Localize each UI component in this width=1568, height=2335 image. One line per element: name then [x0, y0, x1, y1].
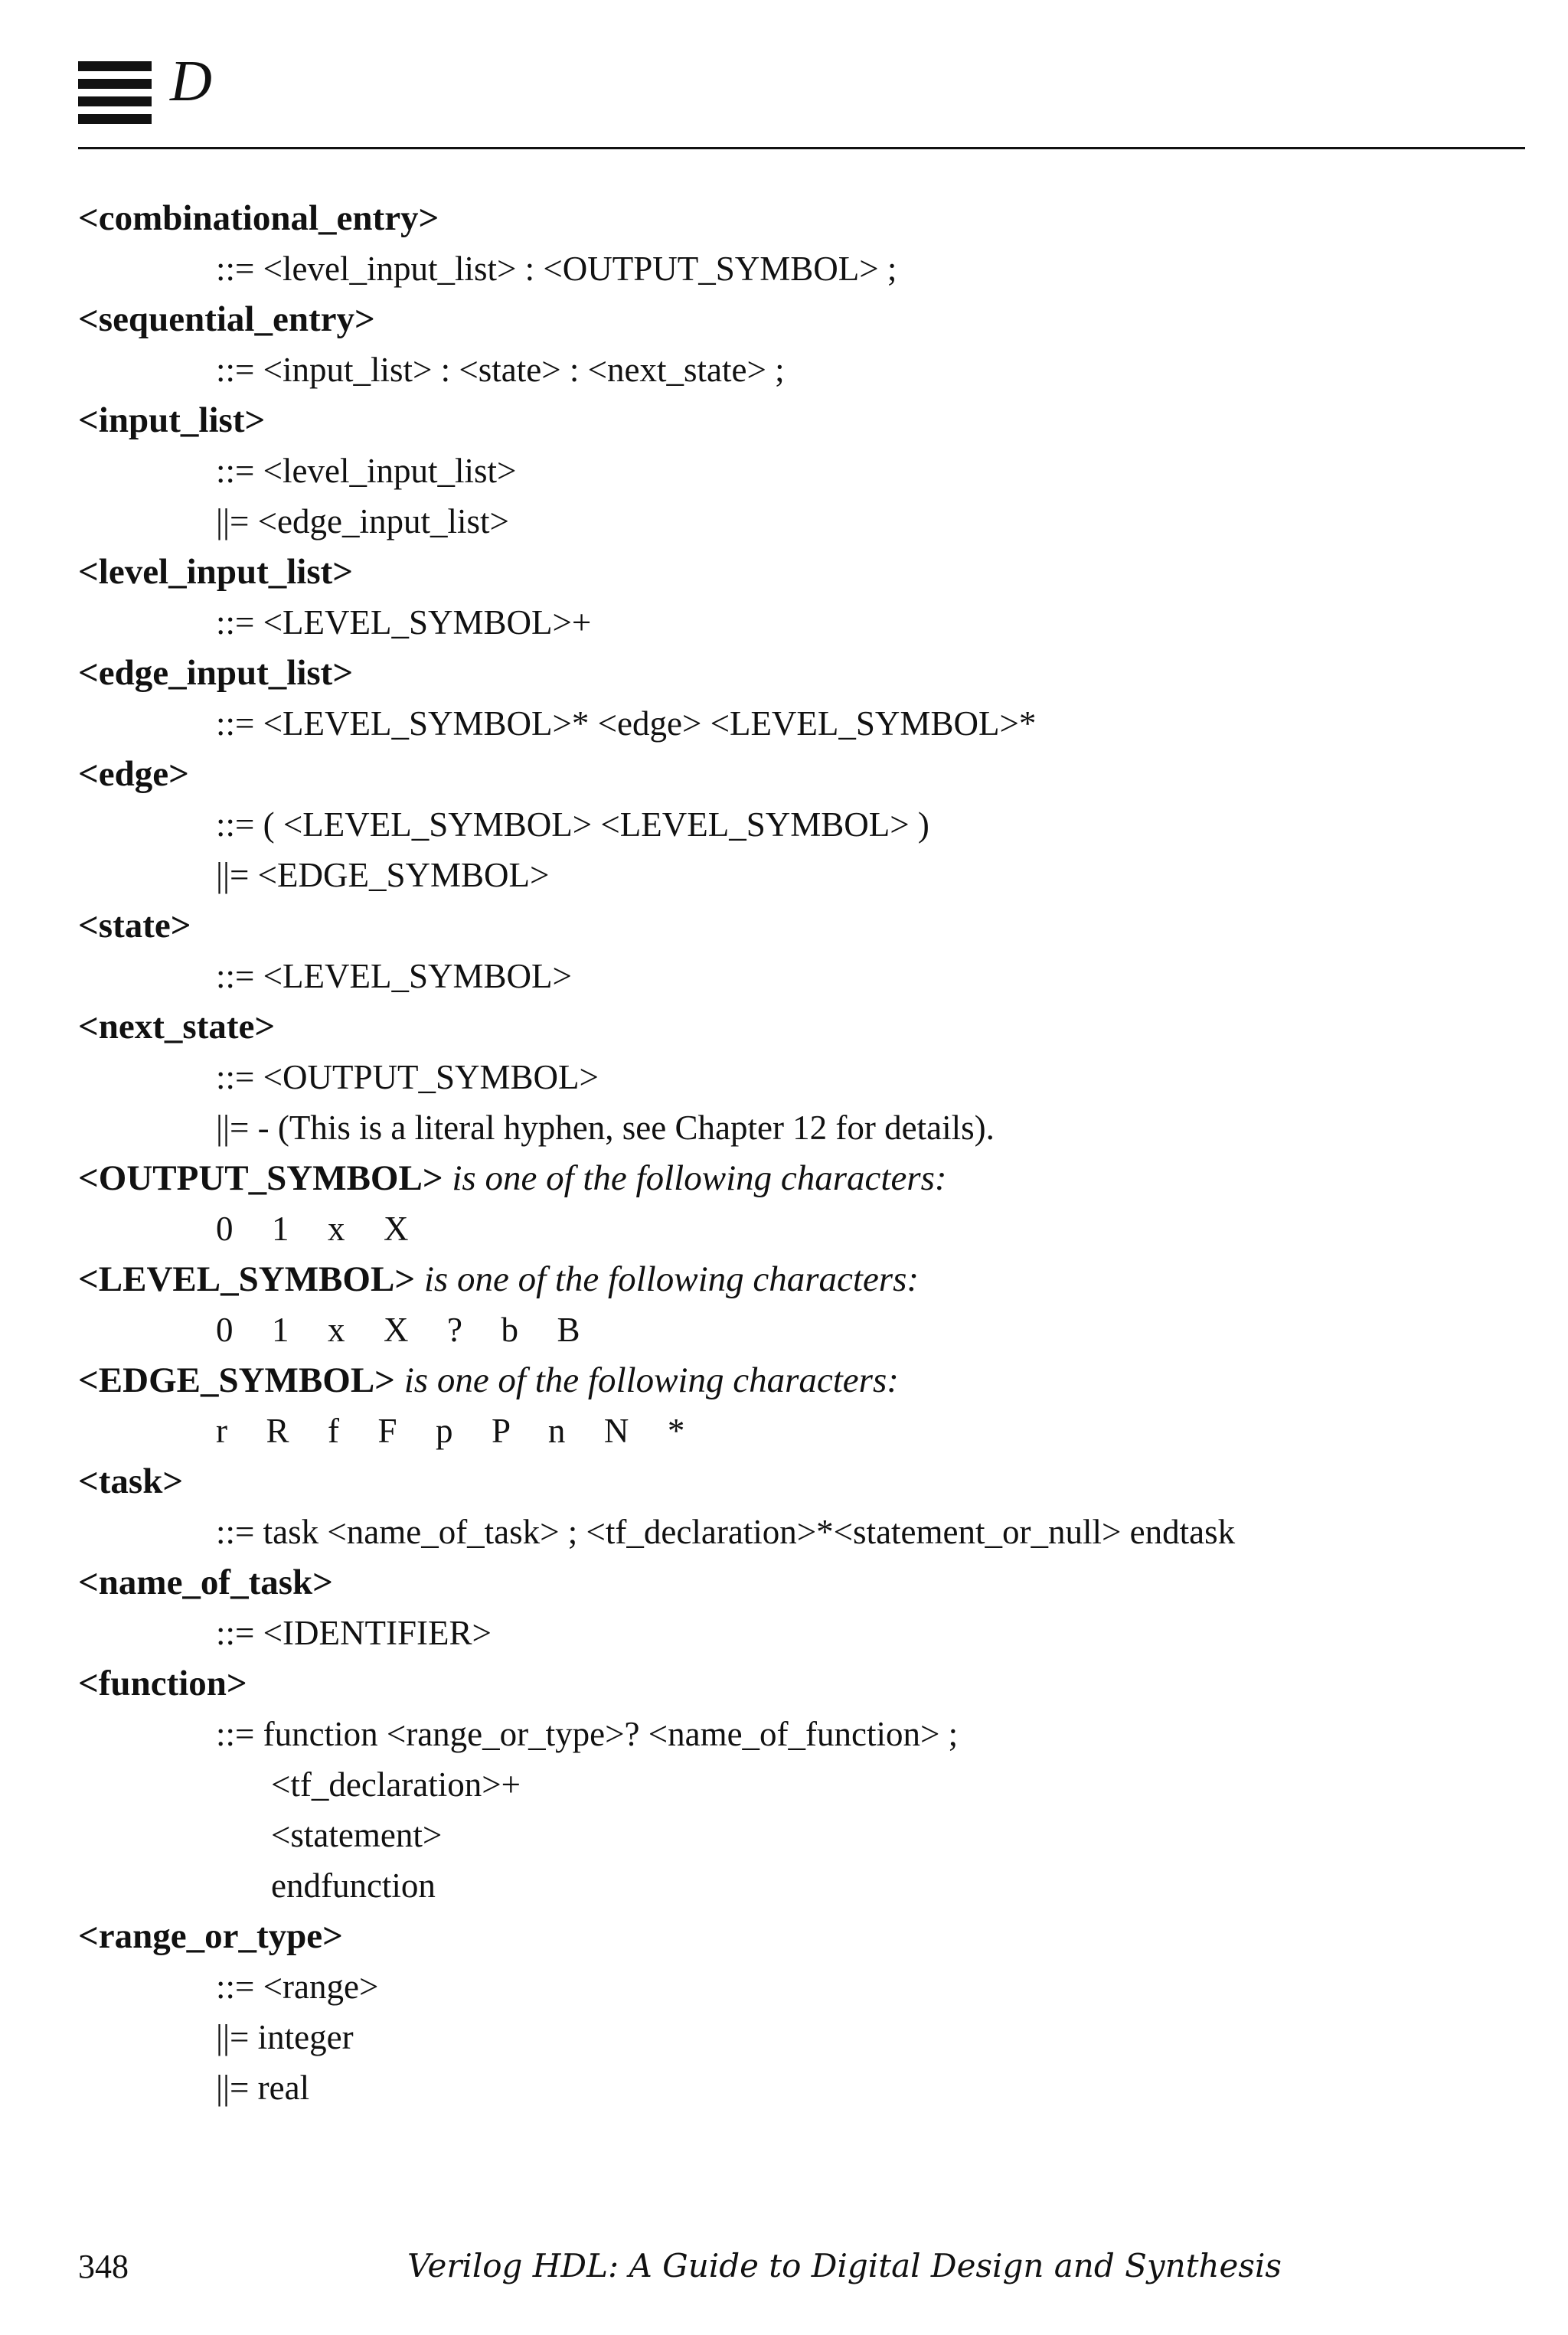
- production-line: <statement>: [271, 1816, 443, 1854]
- nonterminal-name: <EDGE_SYMBOL>: [78, 1360, 395, 1400]
- grammar-entry: [78, 1355, 1517, 1456]
- nonterminal-description: is one of the following characters:: [423, 1259, 920, 1299]
- symbol-characters: r R f F p P n N *: [216, 1412, 685, 1450]
- grammar-entry: [78, 1456, 1517, 1557]
- nonterminal-name: <sequential_entry>: [78, 299, 375, 339]
- page-number: 348: [78, 2248, 129, 2285]
- grammar-entry: [78, 648, 1517, 749]
- production-line: ::= ( <LEVEL_SYMBOL> <LEVEL_SYMBOL> ): [216, 805, 929, 844]
- production-line: ::= function <range_or_type>? <name_of_function> ;: [216, 1715, 959, 1753]
- nonterminal-heading: [78, 1001, 1517, 1052]
- production-line: ::= <LEVEL_SYMBOL>: [216, 957, 572, 995]
- nonterminal-heading: [78, 1456, 1517, 1507]
- production-line: ::= <LEVEL_SYMBOL>* <edge> <LEVEL_SYMBOL>*: [216, 704, 1037, 743]
- appendix-letter: D: [170, 49, 212, 113]
- grammar-entry: [78, 1557, 1517, 1658]
- nonterminal-name: <LEVEL_SYMBOL>: [78, 1259, 416, 1299]
- grammar-entry: [78, 749, 1517, 900]
- nonterminal-name: <edge>: [78, 754, 189, 794]
- nonterminal-name: <edge_input_list>: [78, 653, 354, 693]
- nonterminal-heading: [78, 749, 1517, 799]
- production-line: ::= <input_list> : <state> : <next_state> ;: [216, 351, 785, 389]
- nonterminal-heading: [78, 294, 1517, 345]
- nonterminal-heading: [78, 547, 1517, 597]
- nonterminal-name: <OUTPUT_SYMBOL>: [78, 1158, 443, 1198]
- grammar-entry: [78, 547, 1517, 648]
- grammar-entry: [78, 1254, 1517, 1355]
- production-line: ||= integer: [216, 2018, 354, 2056]
- grammar-entry: [78, 1153, 1517, 1254]
- symbol-characters: 0 1 x X ? b B: [216, 1311, 580, 1349]
- production-line: ||= <edge_input_list>: [216, 502, 509, 540]
- nonterminal-heading: [78, 1911, 1517, 1961]
- nonterminal-heading: [78, 1355, 1517, 1406]
- nonterminal-heading: [78, 900, 1517, 951]
- production-line: ||= - (This is a literal hyphen, see Chapter 12 for details).: [216, 1109, 995, 1147]
- page-footer: [78, 2247, 1517, 2293]
- nonterminal-heading: [78, 648, 1517, 698]
- grammar-entry: [78, 1001, 1517, 1153]
- nonterminal-name: <level_input_list>: [78, 552, 354, 592]
- grammar-entry: [78, 1658, 1517, 1911]
- nonterminal-heading: [78, 1254, 1517, 1305]
- nonterminal-heading: [78, 1557, 1517, 1608]
- production-line: <tf_declaration>+: [271, 1765, 521, 1804]
- production-line: ::= task <name_of_task> ; <tf_declaration>*<statement_or_null> endtask: [216, 1513, 1236, 1551]
- grammar-entry: [78, 294, 1517, 395]
- grammar-body: [78, 193, 1517, 2113]
- nonterminal-heading: [78, 193, 1517, 243]
- production-line: endfunction: [271, 1866, 436, 1905]
- book-title: Verilog HDL: A Guide to Digital Design and Synthesis: [407, 2247, 1282, 2284]
- production-line: ||= real: [216, 2069, 310, 2107]
- nonterminal-description: is one of the following characters:: [403, 1360, 899, 1400]
- nonterminal-name: <combinational_entry>: [78, 198, 439, 238]
- nonterminal-name: <state>: [78, 906, 191, 945]
- nonterminal-name: <task>: [78, 1461, 184, 1501]
- production-line: ::= <IDENTIFIER>: [216, 1614, 492, 1652]
- nonterminal-heading: [78, 1658, 1517, 1709]
- production-line: ::= <OUTPUT_SYMBOL>: [216, 1058, 599, 1096]
- header-rule: [78, 147, 1525, 149]
- nonterminal-description: is one of the following characters:: [452, 1158, 947, 1198]
- production-line: ::= <LEVEL_SYMBOL>+: [216, 603, 592, 642]
- grammar-entry: [78, 1911, 1517, 2113]
- grammar-entry: [78, 395, 1517, 547]
- nonterminal-name: <range_or_type>: [78, 1916, 343, 1956]
- production-line: ::= <level_input_list> : <OUTPUT_SYMBOL> ;: [216, 250, 897, 288]
- grammar-entry: [78, 900, 1517, 1001]
- grammar-entry: [78, 193, 1517, 294]
- nonterminal-heading: [78, 395, 1517, 446]
- nonterminal-name: <function>: [78, 1664, 247, 1703]
- symbol-characters: 0 1 x X: [216, 1210, 409, 1248]
- nonterminal-name: <input_list>: [78, 400, 266, 440]
- chapter-tab-icon: [78, 61, 152, 132]
- production-line: ::= <level_input_list>: [216, 452, 517, 490]
- production-line: ||= <EDGE_SYMBOL>: [216, 856, 550, 894]
- nonterminal-name: <next_state>: [78, 1007, 276, 1047]
- nonterminal-name: <name_of_task>: [78, 1563, 333, 1602]
- production-line: ::= <range>: [216, 1968, 379, 2006]
- nonterminal-heading: [78, 1153, 1517, 1203]
